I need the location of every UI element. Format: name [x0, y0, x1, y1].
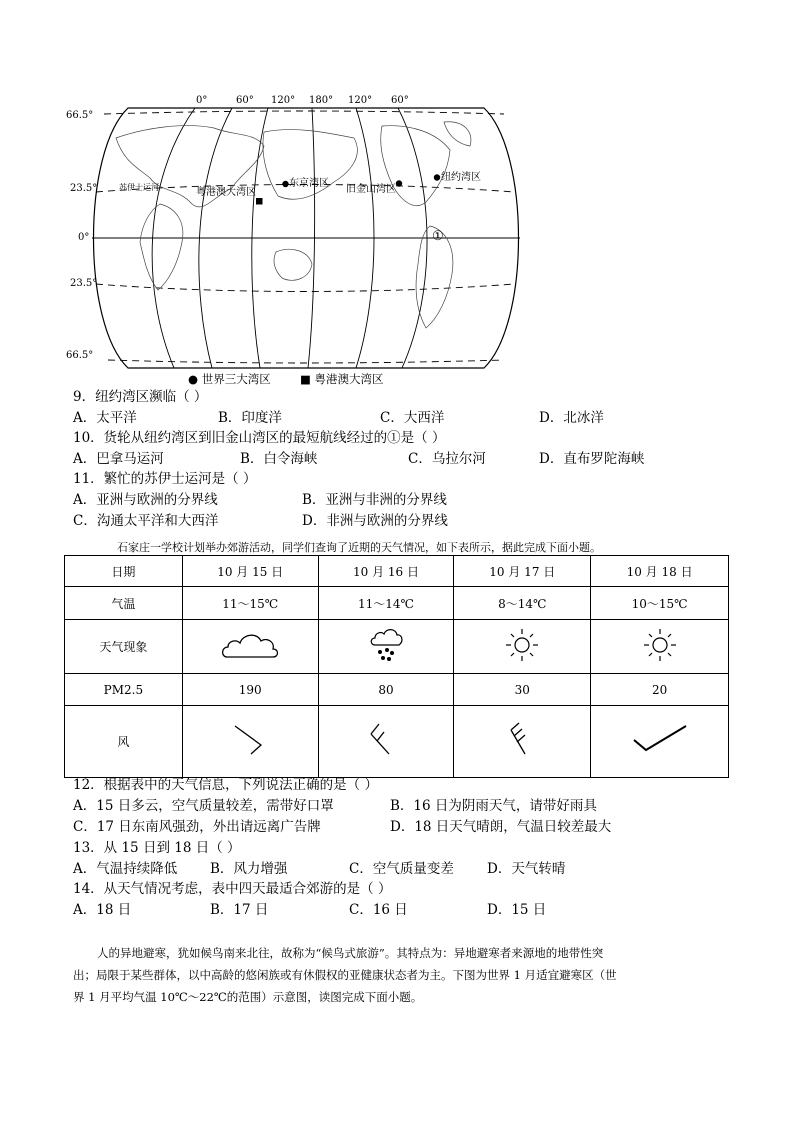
lat-label-23n: 23.5° [70, 183, 98, 194]
q14-option-a: A．18 日 [73, 902, 132, 918]
pm25-cell: 30 [454, 674, 591, 706]
date-cell: 10 月 17 日 [454, 556, 591, 587]
q12-option-d: D．18 日天气晴朗，气温日较差最大 [390, 819, 612, 835]
label-suez: 苏伊士运河 [119, 183, 159, 192]
temp-cell: 11～14℃ [318, 587, 454, 620]
temp-cell: 8～14℃ [454, 587, 591, 620]
label-ny: 纽约湾区 [441, 172, 481, 183]
row-label-phenomenon: 天气现象 [65, 620, 183, 674]
weather-table [64, 555, 729, 778]
phenomenon-cell [318, 620, 454, 674]
temp-cell: 10～15℃ [591, 587, 729, 620]
row-label-temp: 气温 [65, 587, 183, 620]
lon-label-120w: 120° [348, 95, 373, 106]
table-row-phenomenon [65, 620, 729, 674]
q12-stem: 12．根据表中的天气信息，下列说法正确的是（ ） [73, 777, 378, 793]
passage-paragraph [73, 942, 733, 1008]
row-label-date: 日期 [65, 556, 183, 587]
gba-square [256, 198, 263, 205]
q10-option-c: C．乌拉尔河 [408, 451, 486, 467]
wind-cell [591, 706, 729, 778]
q11-option-c: C．沟通太平洋和大西洋 [73, 513, 219, 529]
q10-option-d: D．直布罗陀海峡 [539, 451, 645, 467]
wind-cell [318, 706, 454, 778]
q14-option-d: D．15 日 [487, 902, 547, 918]
label-gba: 粤港澳大湾区 [196, 187, 256, 198]
wind-barb-medium-icon [361, 720, 411, 760]
q13-option-d: D．天气转晴 [487, 861, 566, 877]
row-label-wind: 风 [65, 706, 183, 778]
wind-barb-light-icon [225, 720, 275, 760]
sunny-icon [640, 625, 680, 665]
passage-line-2: 出；局限于某些群体，以中高龄的悠闲族或有休假权的亚健康状态者为主。下图为世界 1 月适宜避寒区（世 [73, 968, 617, 982]
weather-intro: 石家庄一学校计划举办郊游活动，同学们查询了近期的天气情况，如下表所示，据此完成下面小题。 [117, 541, 601, 554]
q9-option-a: A．太平洋 [73, 410, 137, 426]
row-label-pm25: PM2.5 [65, 674, 183, 706]
lon-label-120: 120° [271, 95, 296, 106]
date-cell: 10 月 16 日 [318, 556, 454, 587]
temp-cell: 11～15℃ [182, 587, 318, 620]
sf-bay-dot [396, 180, 402, 186]
q11-option-a: A．亚洲与欧洲的分界线 [73, 492, 218, 508]
pm25-cell: 20 [591, 674, 729, 706]
q11-option-d: D．非洲与欧洲的分界线 [302, 513, 448, 529]
marker-1: ① [432, 229, 444, 244]
q13-stem: 13．从 15 日到 18 日（ ） [73, 840, 241, 856]
cloudy-icon [219, 627, 281, 663]
label-tokyo: 东京湾区 [289, 178, 329, 189]
table-row-temp [65, 587, 729, 620]
passage-line-1: 人的异地避寒，犹如候鸟南来北往，故称为“候鸟式旅游”。其特点为：异地避寒者来源地的地带性突 [97, 946, 604, 960]
label-sf: 旧金山湾区 [346, 184, 396, 195]
wind-cell [454, 706, 591, 778]
q10-option-a: A．巴拿马运河 [73, 451, 164, 467]
map-legend [188, 371, 384, 387]
pm25-cell: 80 [318, 674, 454, 706]
wind-barb-icon [632, 720, 688, 760]
lon-label-0: 0° [196, 95, 208, 106]
phenomenon-cell [182, 620, 318, 674]
date-cell: 10 月 15 日 [182, 556, 318, 587]
q12-option-b: B．16 日为阴雨天气，请带好雨具 [390, 798, 597, 814]
q13-option-a: A．气温持续降低 [73, 861, 178, 877]
q9-option-b: B．印度洋 [218, 410, 282, 426]
lat-label-66n: 66.5° [66, 110, 94, 121]
lat-label-66s: 66.5° [66, 350, 94, 361]
q13-option-b: B．风力增强 [210, 861, 288, 877]
lon-label-180: 180° [309, 95, 334, 106]
q13-option-c: C．空气质量变差 [349, 861, 454, 877]
q12-option-a: A．15 日多云，空气质量较差，需带好口罩 [73, 798, 334, 814]
sunny-icon [502, 625, 542, 665]
table-row-wind [65, 706, 729, 778]
ny-bay-dot [434, 174, 440, 180]
world-map-figure [64, 92, 534, 384]
q10-stem: 10．货轮从纽约湾区到旧金山湾区的最短航线经过的①是（ ） [73, 430, 446, 446]
q9-stem: 9．纽约湾区濒临（ ） [73, 389, 208, 405]
phenomenon-cell [454, 620, 591, 674]
table-row-date [65, 556, 729, 587]
q14-stem: 14．从天气情况考虑，表中四天最适合郊游的是（ ） [73, 881, 392, 897]
q11-stem: 11．繁忙的苏伊士运河是（ ） [73, 471, 257, 487]
lon-label-60: 60° [236, 95, 254, 106]
world-map-svg [64, 92, 534, 384]
q9-option-d: D．北冰洋 [539, 410, 604, 426]
pm25-cell: 190 [182, 674, 318, 706]
lon-label-60w: 60° [391, 95, 409, 106]
legend-dot: ● 世界三大湾区 [188, 372, 271, 386]
lat-label-equator: 0° [78, 232, 90, 243]
q12-option-c: C．17 日东南风强劲，外出请远离广告牌 [73, 819, 321, 835]
tokyo-bay-dot [282, 181, 288, 187]
passage-line-3: 界 1 月平均气温 10℃～22℃的范围）示意图，读图完成下面小题。 [73, 990, 423, 1004]
q11-option-b: B．亚洲与非洲的分界线 [302, 492, 447, 508]
wind-barb-strong-icon [497, 720, 547, 760]
legend-square: ■ 粤港澳大湾区 [300, 372, 384, 386]
rain-icon [366, 625, 406, 665]
phenomenon-cell [591, 620, 729, 674]
q10-option-b: B．白令海峡 [240, 451, 318, 467]
wind-cell [182, 706, 318, 778]
table-row-pm25 [65, 674, 729, 706]
q14-option-b: B．17 日 [210, 902, 269, 918]
q9-option-c: C．大西洋 [380, 410, 445, 426]
q14-option-c: C．16 日 [349, 902, 408, 918]
date-cell: 10 月 18 日 [591, 556, 729, 587]
lat-label-23s: 23.5° [70, 278, 98, 289]
